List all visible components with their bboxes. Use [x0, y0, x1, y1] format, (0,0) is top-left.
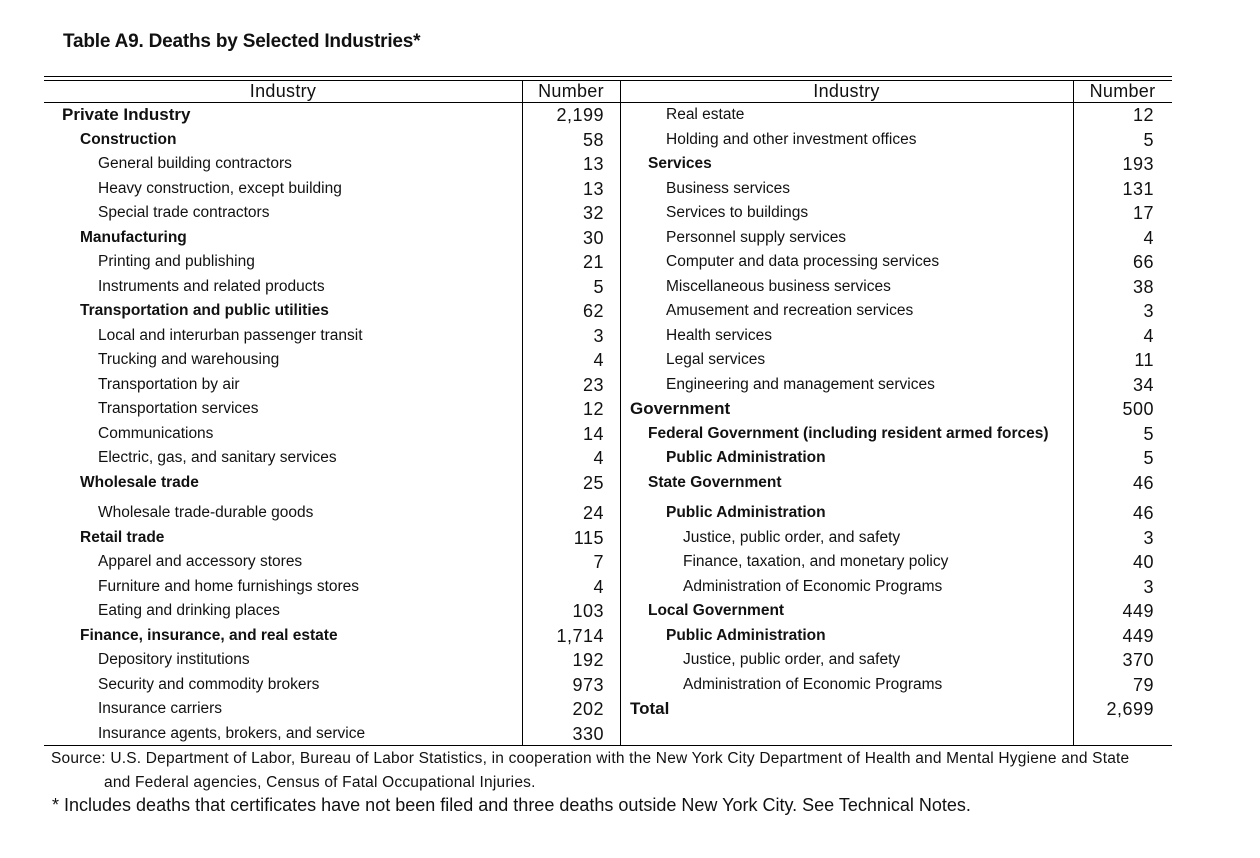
table-row	[620, 422, 1172, 446]
death-count: 3	[1143, 576, 1154, 597]
table-row	[44, 177, 620, 201]
industry-label: Government	[630, 399, 731, 418]
table-row	[44, 103, 620, 127]
industry-label: Eating and drinking places	[98, 602, 280, 619]
table-row	[44, 648, 620, 672]
death-count: 17	[1132, 203, 1154, 223]
table-row	[620, 152, 1172, 176]
industry-label: Holding and other investment offices	[666, 130, 917, 148]
industry-label: Administration of Economic Programs	[683, 675, 943, 693]
table-row	[44, 422, 620, 446]
industry-label: Justice, public order, and safety	[683, 651, 901, 668]
top-rule	[44, 76, 1172, 77]
table-row	[620, 526, 1172, 550]
table-row	[620, 575, 1172, 599]
table-row	[620, 599, 1172, 623]
table-row	[44, 471, 620, 495]
source-note-cont: and Federal agencies, Census of Fatal Occupational Injuries.	[104, 774, 536, 791]
death-count: 973	[572, 674, 604, 695]
table-row	[44, 348, 620, 372]
industry-label: Electric, gas, and sanitary services	[98, 449, 337, 466]
table-title: Table A9. Deaths by Selected Industries*	[63, 31, 421, 52]
industry-label: Miscellaneous business services	[666, 277, 891, 295]
industry-label: Public Administration	[666, 449, 826, 466]
industry-label: Personnel supply services	[666, 228, 847, 246]
table-row	[620, 177, 1172, 201]
death-count: 62	[582, 301, 604, 321]
death-count: 500	[1122, 399, 1154, 419]
industry-label: Services to buildings	[666, 204, 809, 221]
death-count: 40	[1132, 552, 1154, 572]
table-row	[44, 299, 620, 323]
death-count: 13	[582, 178, 604, 199]
death-count: 25	[582, 472, 604, 493]
industry-label: Finance, taxation, and monetary policy	[683, 553, 949, 570]
death-count: 12	[1132, 105, 1154, 125]
table-row	[44, 599, 620, 623]
death-count: 46	[1132, 472, 1154, 493]
industry-label: Apparel and accessory stores	[98, 553, 303, 570]
table-row	[620, 648, 1172, 672]
table-row	[620, 501, 1172, 525]
death-count: 79	[1132, 674, 1154, 695]
table-row	[44, 324, 620, 348]
table-row	[620, 275, 1172, 299]
table-row	[620, 324, 1172, 348]
left-industry-header: Industry	[249, 81, 317, 101]
industry-label: Computer and data processing services	[666, 253, 940, 270]
death-count: 14	[582, 423, 604, 444]
industry-label: Instruments and related products	[98, 277, 325, 295]
death-count: 3	[593, 325, 604, 346]
industry-label: Wholesale trade	[80, 473, 199, 491]
industry-label: Business services	[666, 179, 791, 197]
table-row	[620, 128, 1172, 152]
table-row	[620, 226, 1172, 250]
death-count: 30	[582, 227, 604, 248]
death-count: 7	[593, 552, 604, 572]
industry-label: Insurance agents, brokers, and service	[98, 724, 366, 742]
death-count: 4	[593, 576, 604, 597]
death-count: 370	[1122, 650, 1154, 670]
industry-label: Private Industry	[62, 105, 191, 124]
death-count: 3	[1143, 527, 1154, 548]
left-number-header: Number	[538, 81, 604, 101]
industry-label: Engineering and management services	[666, 375, 935, 393]
death-count: 2,199	[556, 105, 604, 125]
death-count: 5	[1143, 129, 1154, 150]
table-row	[44, 501, 620, 525]
industry-label: Depository institutions	[98, 651, 250, 668]
industry-label: Wholesale trade-durable goods	[98, 504, 314, 521]
table-row	[620, 397, 1172, 421]
death-count: 32	[582, 203, 604, 223]
industry-label: Legal services	[666, 351, 766, 368]
death-count: 34	[1132, 374, 1154, 395]
table-row	[44, 575, 620, 599]
industry-label: Transportation by air	[98, 375, 240, 393]
death-count: 3	[1143, 301, 1154, 321]
death-count: 4	[593, 448, 604, 468]
right-number-header: Number	[1089, 81, 1156, 101]
industry-label: Public Administration	[666, 626, 826, 644]
death-count: 1,714	[556, 625, 604, 646]
death-count: 24	[582, 503, 604, 523]
table-row	[620, 201, 1172, 225]
death-count: 4	[1143, 325, 1154, 346]
industry-label: Transportation and public utilities	[80, 302, 329, 319]
right-industry-header: Industry	[813, 81, 880, 101]
table-row	[44, 550, 620, 574]
industry-label: Printing and publishing	[98, 253, 255, 270]
table-row	[44, 373, 620, 397]
table-row	[44, 128, 620, 152]
table-row	[44, 226, 620, 250]
industry-label: Administration of Economic Programs	[683, 577, 943, 595]
table-row	[44, 624, 620, 648]
death-count: 330	[572, 723, 604, 744]
industry-label: Insurance carriers	[98, 700, 223, 717]
industry-label: Federal Government (including resident armed forces)	[648, 424, 1049, 442]
death-count: 103	[572, 601, 604, 621]
death-count: 23	[582, 374, 604, 395]
industry-label: Heavy construction, except building	[98, 179, 342, 197]
industry-label: Justice, public order, and safety	[683, 528, 901, 546]
industry-label: Total	[630, 699, 670, 718]
death-count: 5	[1143, 423, 1154, 444]
table-row	[44, 250, 620, 274]
table-row	[620, 373, 1172, 397]
industry-label: Manufacturing	[80, 228, 187, 246]
death-count: 12	[582, 399, 604, 419]
footnote: * Includes deaths that certificates have not been filed and three deaths outside New York City. See Technical Notes.	[52, 795, 971, 815]
table-row	[620, 697, 1172, 721]
death-count: 38	[1132, 276, 1154, 297]
death-count: 46	[1132, 503, 1154, 523]
industry-label: Special trade contractors	[98, 204, 270, 221]
death-count: 21	[582, 252, 604, 272]
death-count: 11	[1134, 350, 1154, 370]
table-row	[44, 722, 620, 746]
table-row	[44, 697, 620, 721]
table-row	[620, 446, 1172, 470]
table-row	[44, 201, 620, 225]
clipped-top-text	[60, 0, 980, 5]
table-row	[44, 152, 620, 176]
industry-label: General building contractors	[98, 155, 292, 172]
industry-label: Finance, insurance, and real estate	[80, 626, 338, 644]
table-row	[620, 550, 1172, 574]
table-row	[44, 526, 620, 550]
table-row	[620, 250, 1172, 274]
death-count: 13	[582, 154, 604, 174]
death-count: 193	[1122, 154, 1154, 174]
table-row	[620, 299, 1172, 323]
industry-label: Public Administration	[666, 504, 826, 521]
industry-label: Real estate	[666, 106, 745, 123]
industry-label: Services	[648, 155, 712, 172]
death-count: 5	[593, 276, 604, 297]
death-count: 66	[1132, 252, 1154, 272]
table-row	[620, 471, 1172, 495]
industry-label: Construction	[80, 130, 177, 148]
industry-label: Furniture and home furnishings stores	[98, 577, 360, 595]
death-count: 115	[573, 527, 604, 548]
death-count: 5	[1143, 448, 1154, 468]
death-count: 4	[593, 350, 604, 370]
death-count: 449	[1122, 601, 1154, 621]
industry-label: Retail trade	[80, 528, 165, 546]
industry-label: Communications	[98, 424, 214, 442]
industry-label: Transportation services	[98, 400, 259, 417]
death-count: 131	[1122, 178, 1154, 199]
industry-label: State Government	[648, 473, 782, 491]
industry-label: Security and commodity brokers	[98, 675, 320, 693]
death-count: 202	[572, 699, 604, 719]
table-row	[44, 673, 620, 697]
industry-label: Health services	[666, 326, 772, 344]
table-row	[620, 624, 1172, 648]
death-count: 449	[1122, 625, 1154, 646]
industry-label: Local Government	[648, 602, 785, 619]
death-count: 4	[1143, 227, 1154, 248]
industry-label: Trucking and warehousing	[98, 351, 280, 368]
table-row	[44, 275, 620, 299]
table-row	[620, 103, 1172, 127]
source-note: Source: U.S. Department of Labor, Bureau of Labor Statistics, in cooperation with the New York City Department of Health and Mental Hygiene and State	[51, 750, 1130, 767]
table-row	[44, 397, 620, 421]
table-row	[620, 673, 1172, 697]
death-count: 58	[582, 129, 604, 150]
table-row	[44, 446, 620, 470]
industry-label: Local and interurban passenger transit	[98, 326, 363, 344]
industry-label: Amusement and recreation services	[666, 302, 914, 319]
death-count: 2,699	[1106, 699, 1154, 719]
death-count: 192	[572, 650, 604, 670]
table-row	[620, 348, 1172, 372]
deaths-table	[44, 76, 1172, 746]
